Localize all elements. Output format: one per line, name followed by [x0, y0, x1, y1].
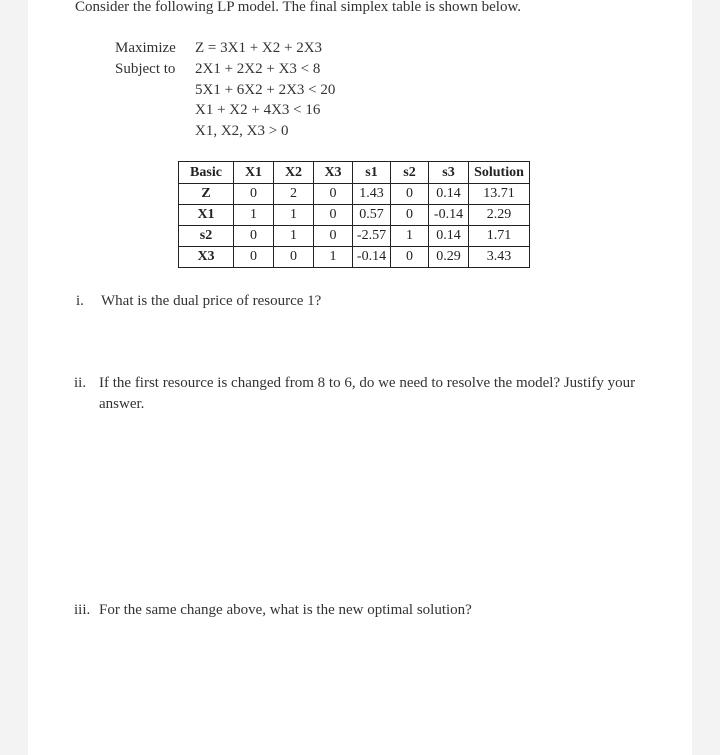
constraint-1: 2X1 + 2X2 + X3 < 8: [195, 61, 321, 77]
table-cell: 0.57: [353, 205, 391, 226]
table-cell: 0: [314, 226, 353, 247]
table-row: [179, 226, 530, 247]
table-cell: 0.14: [429, 184, 469, 205]
table-row: [179, 247, 530, 268]
question-number: i.: [76, 293, 84, 309]
table-cell: 0: [391, 247, 429, 268]
question-text: If the first resource is changed from 8 to 6, do we need to resolve the model? Justify your answer.: [99, 375, 636, 412]
non-negativity-constraint: X1, X2, X3 > 0: [195, 123, 289, 139]
table-header-row: [179, 162, 530, 184]
table-cell: s2: [179, 226, 234, 247]
table-cell: 13.71: [469, 184, 530, 205]
question-number: iii.: [74, 602, 91, 618]
header-cell: X1: [234, 162, 274, 184]
table-cell: 0.14: [429, 226, 469, 247]
document-page: [28, 0, 692, 755]
table-cell: 2.29: [469, 205, 530, 226]
table-cell: 0: [274, 247, 314, 268]
header-cell: s3: [429, 162, 469, 184]
table-cell: 1: [274, 226, 314, 247]
table-cell: 1: [391, 226, 429, 247]
header-cell: X3: [314, 162, 353, 184]
objective-function: Z = 3X1 + X2 + 2X3: [195, 40, 323, 56]
table-cell: 1: [234, 205, 274, 226]
table-cell: 0: [314, 205, 353, 226]
maximize-label: Maximize: [115, 40, 176, 56]
simplex-table: [178, 161, 530, 268]
table-row: [179, 205, 530, 226]
table-cell: 1: [314, 247, 353, 268]
table-cell: 0: [234, 226, 274, 247]
table-cell: 0.29: [429, 247, 469, 268]
intro-text: Consider the following LP model. The final simplex table is shown below.: [75, 0, 522, 15]
table-cell: 0: [391, 205, 429, 226]
table-cell: -2.57: [353, 226, 391, 247]
subject-to-label: Subject to: [115, 61, 176, 77]
table-cell: 2: [274, 184, 314, 205]
table-cell: 0: [314, 184, 353, 205]
table-cell: X3: [179, 247, 234, 268]
question-text: For the same change above, what is the new optimal solution?: [99, 602, 472, 618]
table-cell: 1.43: [353, 184, 391, 205]
question-number: ii.: [74, 375, 87, 391]
header-cell: X2: [274, 162, 314, 184]
header-cell: s1: [353, 162, 391, 184]
table-cell: 3.43: [469, 247, 530, 268]
header-cell: Basic: [179, 162, 234, 184]
table-cell: Z: [179, 184, 234, 205]
question-text: What is the dual price of resource 1?: [101, 293, 322, 309]
table-cell: -0.14: [429, 205, 469, 226]
table-cell: -0.14: [353, 247, 391, 268]
constraint-3: X1 + X2 + 4X3 < 16: [195, 102, 321, 118]
table-cell: 0: [234, 247, 274, 268]
constraint-2: 5X1 + 6X2 + 2X3 < 20: [195, 82, 336, 98]
table-row: [179, 184, 530, 205]
header-cell: s2: [391, 162, 429, 184]
table-cell: X1: [179, 205, 234, 226]
table-cell: 0: [391, 184, 429, 205]
table-cell: 1.71: [469, 226, 530, 247]
table-cell: 0: [234, 184, 274, 205]
table-cell: 1: [274, 205, 314, 226]
header-cell: Solution: [469, 162, 530, 184]
